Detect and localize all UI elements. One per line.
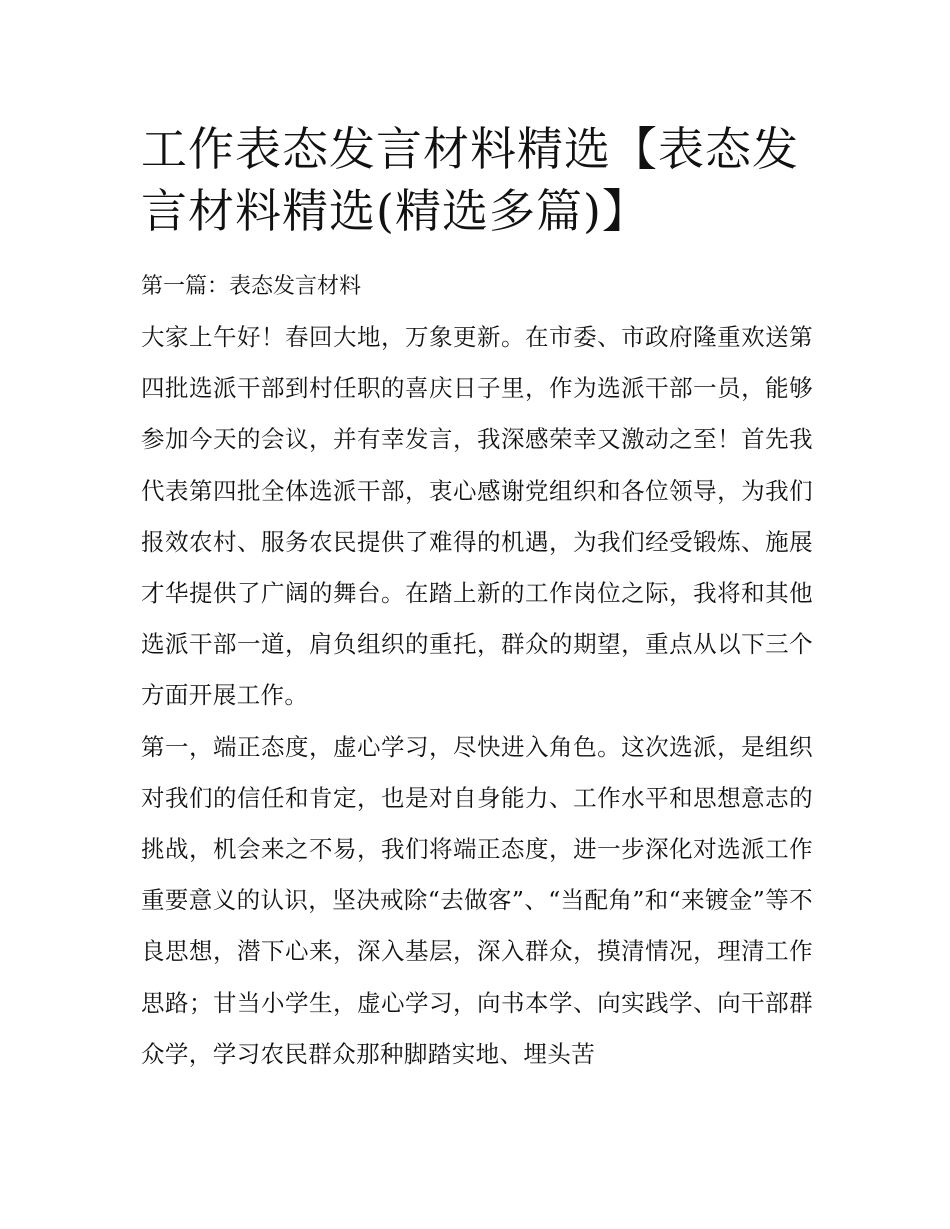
paragraph: 第一，端正态度，虚心学习，尽快进入角色。这次选派，是组织对我们的信任和肯定，也是对自身能力、工作水平和思想意志的挑战，机会来之不易，我们将端正态度，进一步深化对选派工作重要意义的认识，坚决戒除“去做客”、“当配角”和“来镀金”等不良思想，潜下心来，深入基层，深入群众，摸清情况，理清工作思路；甘当小学生，虚心学习，向书本学、向实践学、向干部群众学，学习农民群众那种脚踏实地、埋头苦 <box>141 732 813 1068</box>
paragraph: 大家上午好！春回大地，万象更新。在市委、市政府隆重欢送第四批选派干部到村任职的喜庆日子里，作为选派干部一员，能够参加今天的会议，并有幸发言，我深感荣幸又激动之至！首先我代表第四批全体选派干部，衷心感谢党组织和各位领导，为我们报效农村、服务农民提供了难得的机遇，为我们经受锻炼、施展才华提供了广阔的舞台。在踏上新的工作岗位之际，我将和其他选派干部一道，肩负组织的重托，群众的期望，重点从以下三个方面开展工作。 <box>141 323 813 710</box>
document-content <box>141 118 813 1080</box>
document-title: 工作表态发言材料精选【表态发言材料精选(精选多篇)】 <box>141 122 799 238</box>
section-heading: 第一篇：表态发言材料 <box>141 274 362 299</box>
